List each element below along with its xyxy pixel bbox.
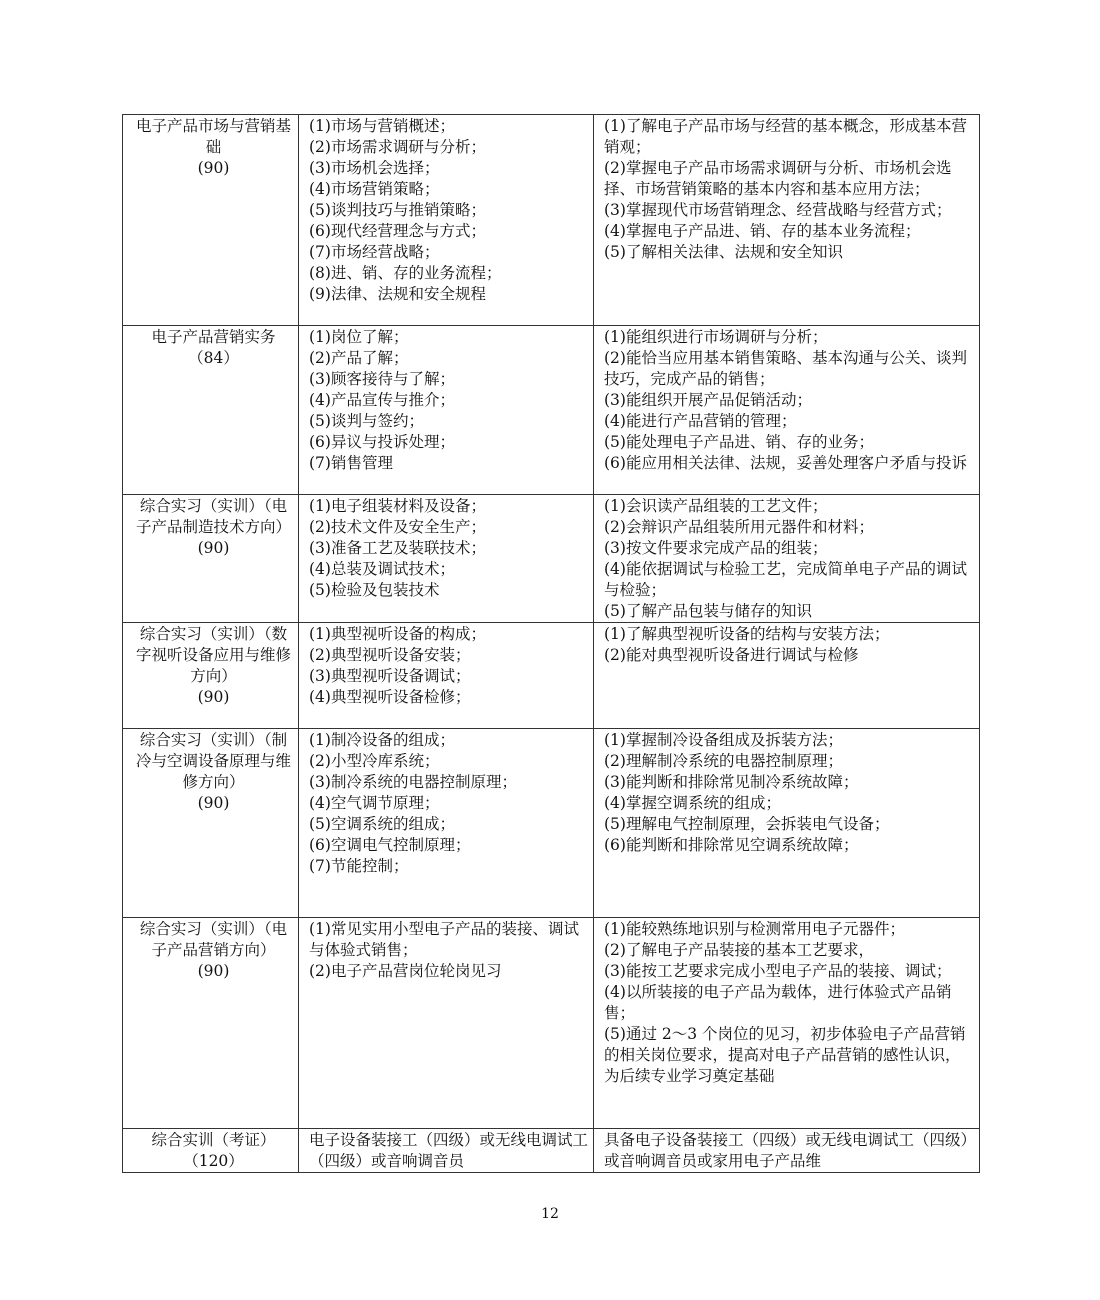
requirement-item: (1)了解电子产品市场与经营的基本概念，形成基本营销观； <box>604 117 967 156</box>
requirement-item: (2)能恰当应用基本销售策略、基本沟通与公关、谈判技巧，完成产品的销售； <box>604 349 967 388</box>
course-hours: (90) <box>197 159 230 177</box>
content-item: (2)小型冷库系统； <box>309 752 440 770</box>
course-cell <box>123 623 299 729</box>
content-item: (1)市场与营销概述； <box>309 117 455 135</box>
requirement-item: (1)能较熟练地识别与检测常用电子元器件； <box>604 920 905 938</box>
table-row <box>123 918 980 1129</box>
content-item: (9)法律、法规和安全规程 <box>309 285 486 303</box>
content-cell <box>299 495 594 623</box>
requirement-item: (3)掌握现代市场营销理念、经营战略与经营方式； <box>604 201 952 219</box>
course-name: 电子产品营销实务 <box>151 328 276 346</box>
requirement-item: (3)能组织开展产品促销活动； <box>604 391 812 409</box>
requirement-item: 具备电子设备装接工（四级）或无线电调试工（四级）或音响调音员或家用电子产品维 <box>604 1131 969 1170</box>
requirement-item: (2)会辩识产品组装所用元器件和材料； <box>604 518 874 536</box>
course-hours: (90) <box>197 539 230 557</box>
content-item: (2)电子产品营岗位轮岗见习 <box>309 962 502 980</box>
course-hours: （84） <box>188 349 239 367</box>
requirement-item: (1)了解典型视听设备的结构与安装方法； <box>604 625 890 643</box>
table-row <box>123 115 980 326</box>
requirement-item: (1)能组织进行市场调研与分析； <box>604 328 828 346</box>
content-item: (2)市场需求调研与分析； <box>309 138 486 156</box>
requirement-item: (5)了解产品包装与储存的知识 <box>604 602 812 620</box>
course-cell <box>123 729 299 918</box>
content-item: (7)销售管理 <box>309 454 393 472</box>
course-cell <box>123 326 299 495</box>
course-name: 电子产品市场与营销基础 <box>135 117 291 156</box>
content-item: (5)空调系统的组成； <box>309 815 455 833</box>
requirement-item: (2)了解电子产品装接的基本工艺要求， <box>604 941 874 959</box>
content-item: (7)节能控制； <box>309 857 409 875</box>
requirement-cell <box>594 115 980 326</box>
course-cell <box>123 495 299 623</box>
content-item: (1)岗位了解； <box>309 328 409 346</box>
content-item: (5)谈判与签约； <box>309 412 424 430</box>
table-row <box>123 623 980 729</box>
content-item: (1)电子组装材料及设备； <box>309 497 486 515</box>
content-item: (7)市场经营战略； <box>309 243 440 261</box>
content-cell <box>299 1129 594 1173</box>
requirement-item: (3)能判断和排除常见制冷系统故障； <box>604 773 859 791</box>
content-item: (2)产品了解； <box>309 349 409 367</box>
content-item: (4)空气调节原理； <box>309 794 440 812</box>
requirement-cell <box>594 918 980 1129</box>
content-cell <box>299 623 594 729</box>
requirement-item: (2)能对典型视听设备进行调试与检修 <box>604 646 859 664</box>
requirement-item: (2)掌握电子产品市场需求调研与分析、市场机会选择、市场营销策略的基本内容和基本应用方法； <box>604 159 952 198</box>
content-item: (6)现代经营理念与方式； <box>309 222 486 240</box>
content-item: (5)谈判技巧与推销策略； <box>309 201 486 219</box>
content-cell <box>299 115 594 326</box>
requirement-item: (5)能处理电子产品进、销、存的业务； <box>604 433 874 451</box>
content-item: (5)检验及包装技术 <box>309 581 440 599</box>
course-hours: (90) <box>197 794 230 812</box>
requirement-item: (2)理解制冷系统的电器控制原理； <box>604 752 843 770</box>
content-cell <box>299 918 594 1129</box>
content-item: (6)异议与投诉处理； <box>309 433 455 451</box>
course-cell <box>123 1129 299 1173</box>
course-name: 综合实习（实训）（数字视听设备应用与维修方向） <box>135 625 291 685</box>
requirement-item: (6)能应用相关法律、法规，妥善处理客户矛盾与投诉 <box>604 454 967 472</box>
requirement-item: (4)能进行产品营销的管理； <box>604 412 797 430</box>
table-row <box>123 1129 980 1173</box>
requirement-item: (6)能判断和排除常见空调系统故障； <box>604 836 859 854</box>
requirement-item: (4)以所装接的电子产品为载体，进行体验式产品销售； <box>604 983 952 1022</box>
content-item: (3)市场机会选择； <box>309 159 440 177</box>
table-row <box>123 495 980 623</box>
requirement-item: (3)按文件要求完成产品的组装； <box>604 539 828 557</box>
content-item: (1)典型视听设备的构成； <box>309 625 486 643</box>
requirement-item: (4)掌握空调系统的组成； <box>604 794 781 812</box>
course-name: 综合实训（考证） <box>151 1131 276 1149</box>
course-hours: (90) <box>197 688 230 706</box>
course-name: 综合实习（实训）（电子产品制造技术方向） <box>135 497 291 536</box>
course-hours: （120） <box>183 1152 244 1170</box>
requirement-cell <box>594 1129 980 1173</box>
content-item: (3)制冷系统的电器控制原理； <box>309 773 517 791</box>
content-cell <box>299 326 594 495</box>
curriculum-table <box>122 114 980 1173</box>
requirement-cell <box>594 326 980 495</box>
requirement-item: (1)掌握制冷设备组成及拆装方法； <box>604 731 843 749</box>
requirement-item: (3)能按工艺要求完成小型电子产品的装接、调试； <box>604 962 952 980</box>
content-cell <box>299 729 594 918</box>
requirement-item: (4)掌握电子产品进、销、存的基本业务流程； <box>604 222 921 240</box>
content-item: (3)准备工艺及装联技术； <box>309 539 486 557</box>
course-cell <box>123 115 299 326</box>
requirement-item: (5)了解相关法律、法规和安全知识 <box>604 243 843 261</box>
content-item: (2)技术文件及安全生产； <box>309 518 486 536</box>
content-item: (3)顾客接待与了解； <box>309 370 455 388</box>
content-item: (3)典型视听设备调试； <box>309 667 471 685</box>
content-item: (2)典型视听设备安装； <box>309 646 471 664</box>
content-item: (6)空调电气控制原理； <box>309 836 471 854</box>
requirement-item: (5)理解电气控制原理，会拆装电气设备； <box>604 815 890 833</box>
requirement-item: (4)能依据调试与检验工艺，完成简单电子产品的调试与检验； <box>604 560 967 599</box>
requirement-item: (5)通过 2～3 个岗位的见习，初步体验电子产品营销的相关岗位要求，提高对电子产品营销的感性认识，为后续专业学习奠定基础 <box>604 1025 966 1085</box>
content-item: (4)典型视听设备检修； <box>309 688 471 706</box>
course-cell <box>123 918 299 1129</box>
table-row <box>123 326 980 495</box>
page-number: 12 <box>541 1206 559 1222</box>
content-item: (1)常见实用小型电子产品的装接、调试与体验式销售； <box>309 920 579 959</box>
table-row <box>123 729 980 918</box>
content-item: (4)市场营销策略； <box>309 180 440 198</box>
course-name: 综合实习（实训）（电子产品营销方向） <box>139 920 288 959</box>
content-item: 电子设备装接工（四级）或无线电调试工（四级）或音响调音员 <box>309 1131 589 1170</box>
requirement-item: (1)会识读产品组装的工艺文件； <box>604 497 828 515</box>
content-item: (8)进、销、存的业务流程； <box>309 264 502 282</box>
content-item: (4)总装及调试技术； <box>309 560 455 578</box>
content-item: (4)产品宣传与推介； <box>309 391 455 409</box>
requirement-cell <box>594 729 980 918</box>
course-hours: (90) <box>197 962 230 980</box>
requirement-cell <box>594 495 980 623</box>
content-item: (1)制冷设备的组成； <box>309 731 455 749</box>
requirement-cell <box>594 623 980 729</box>
course-name: 综合实习（实训）（制冷与空调设备原理与维修方向） <box>135 731 291 791</box>
